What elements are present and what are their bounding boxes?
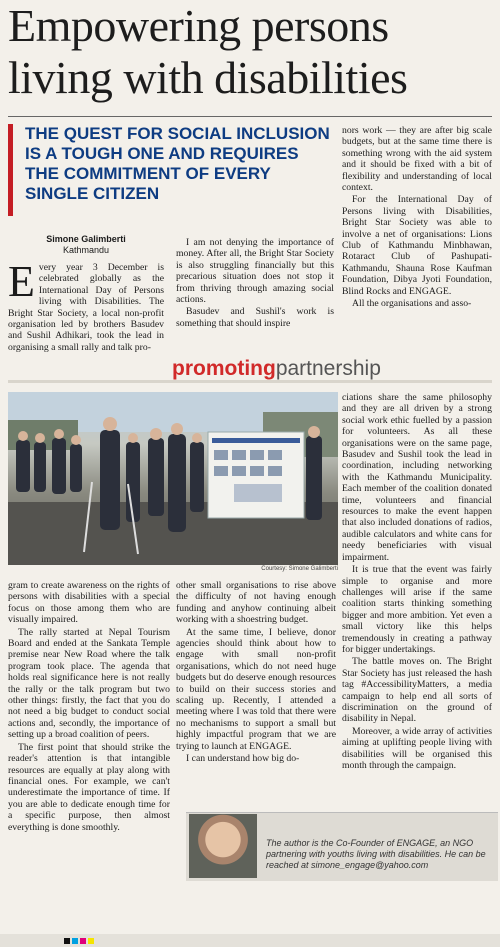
- paragraph: All the organisations and asso-: [352, 298, 472, 310]
- banner-promoting: promoting: [172, 357, 276, 380]
- column-2-top: [176, 237, 334, 330]
- paragraph: The rally started at Nepal Tourism Board and ended at the Sankata Temple premise near New Road where the talk program took place. The agenda that holds real significance here is not really the rally or the talk program but two other things: firstly, the fact that you do not need a big budget to conduct social actions and, secondly, the importance of setting up a broad coalition of peers.: [8, 626, 170, 741]
- lead-paragraph: [8, 257, 164, 353]
- registration-mark: [64, 938, 70, 944]
- author-name: Simone Galimberti: [46, 234, 126, 244]
- column-2-bottom: [176, 580, 336, 766]
- paragraph: The first point that should strike the reader's attention is that intangible resources are equally at play along with financial ones. For example, we can't underestimate the importance of time. If you are able to dedicate enough time for a specific purpose, then almost everything is done smoothly.: [8, 741, 170, 833]
- paragraph: Moreover, a wide array of activities aiming at uplifting people living with disabilities will be organised this month through the campaign.: [342, 725, 492, 771]
- pull-quote: [8, 124, 330, 216]
- column-1-bottom: [8, 580, 170, 834]
- rally-photo: [8, 392, 338, 565]
- photo-credit: Courtesy: Simone Galimberti: [261, 566, 338, 572]
- paragraph: Basudev and Sushil's work is something that should inspire: [176, 306, 334, 329]
- byline: [8, 234, 164, 256]
- paragraph: The battle moves on. The Bright Star Society has just released the hash tag #AccessibilityMatters, a media campaign to help end all sorts of discrimination on the ground of disability in Nepal.: [342, 656, 492, 725]
- paragraph: For the International Day of Persons living with Disabilities, Bright Star Society was able to involve a net of organisations: Lions Club of Kathmandu Minbhawan, Rotaract Club of Pashupati-Kathmandu, Shauna Rose Kaufman Foundation, Dibya Jyoti Foundation, Blind Rocks and ENGAGE.: [342, 194, 492, 297]
- column-3-top: [342, 125, 492, 311]
- paragraph: other small organisations to rise above the difficulty of not having enough funding and anyhow continuing albeit working with a shoestring budget.: [176, 580, 336, 626]
- pull-quote-line: SINGLE CITIZEN: [25, 184, 160, 203]
- headline-line-1: Empowering persons: [8, 0, 389, 51]
- author-note: The author is the Co-Founder of ENGAGE, an NGO partnering with youths living with disabilities. He can be reached at simone_engage@yahoo.com: [266, 838, 486, 870]
- banner-partnership: partnership: [275, 357, 381, 380]
- registration-mark: [72, 938, 78, 944]
- headline-line-2: living with disabilities: [8, 52, 408, 103]
- lead-text: very year 3 December is celebrated globally as the International Day of Persons living with Disabilities. The Bright Star Society, a local non-profit organisation led by brothers Basudev and Sushil Adhikari, took the lead in organising a small rally and talk pro-: [8, 262, 164, 353]
- pull-quote-line: THE COMMITMENT OF EVERY: [25, 164, 271, 183]
- author-photo: [189, 814, 257, 878]
- paragraph: nors work — they are after big scale budgets, but at the same time there is something wrong with the aid system and it should be fixed with a bit of flexibility and understanding of local context.: [342, 125, 492, 194]
- column-3-middle: [342, 392, 492, 772]
- headline-rule: [8, 116, 492, 117]
- pull-quote-line: THE QUEST FOR SOCIAL INCLUSION: [25, 124, 330, 143]
- paragraph: At the same time, I believe, donor agencies should think about how to engage with small non-profit organisations, which do not need huge budgets but do deserve enough resources to build on their success stories and scaling up. Recently, I attended a meeting where I was told that there were no mechanisms to support a small but highly impactful program that we are trying to launch at ENGAGE.: [176, 626, 336, 752]
- paragraph: I am not denying the importance of money. After all, the Bright Star Society is also struggling financially but this precarious situation does not stop it from thriving through amazing social actions.: [176, 237, 334, 306]
- registration-mark: [80, 938, 86, 944]
- column-1-top: [8, 257, 164, 354]
- paragraph: It is true that the event was fairly simple to organise and more challenges will arise if the same coalition starts thinking something bigger and more ambition. Yet even a small victory like this helps tremendously in creating a pathway for bigger undertakings.: [342, 564, 492, 655]
- rally-photo-illustration: [8, 392, 338, 565]
- paragraph: ciations share the same philosophy and they are all driven by a strong social work ethic fuelled by a passion for volunteers. As all these organisations were on the same page, Basudev and Sushil took the lead in coordination, including networking with the Kathmandu Municipality. Each member of the coalition donated time, volunteers and financial resources to make the event happen that also included donations of radios, audible calculators and white cans for needy beneficiaries with visual impairment.: [342, 392, 492, 563]
- pull-quote-line: IS A TOUGH ONE AND REQUIRES: [25, 144, 299, 163]
- author-location: Kathmandu: [62, 245, 110, 255]
- headline: [8, 0, 496, 104]
- paragraph: gram to create awareness on the rights of persons with disabilities with a special focus on those among them who are visually impaired.: [8, 580, 170, 626]
- drop-cap: E: [8, 257, 35, 306]
- paragraph: I can understand how big do-: [186, 753, 300, 765]
- section-banner: [172, 357, 500, 381]
- registration-mark: [88, 938, 94, 944]
